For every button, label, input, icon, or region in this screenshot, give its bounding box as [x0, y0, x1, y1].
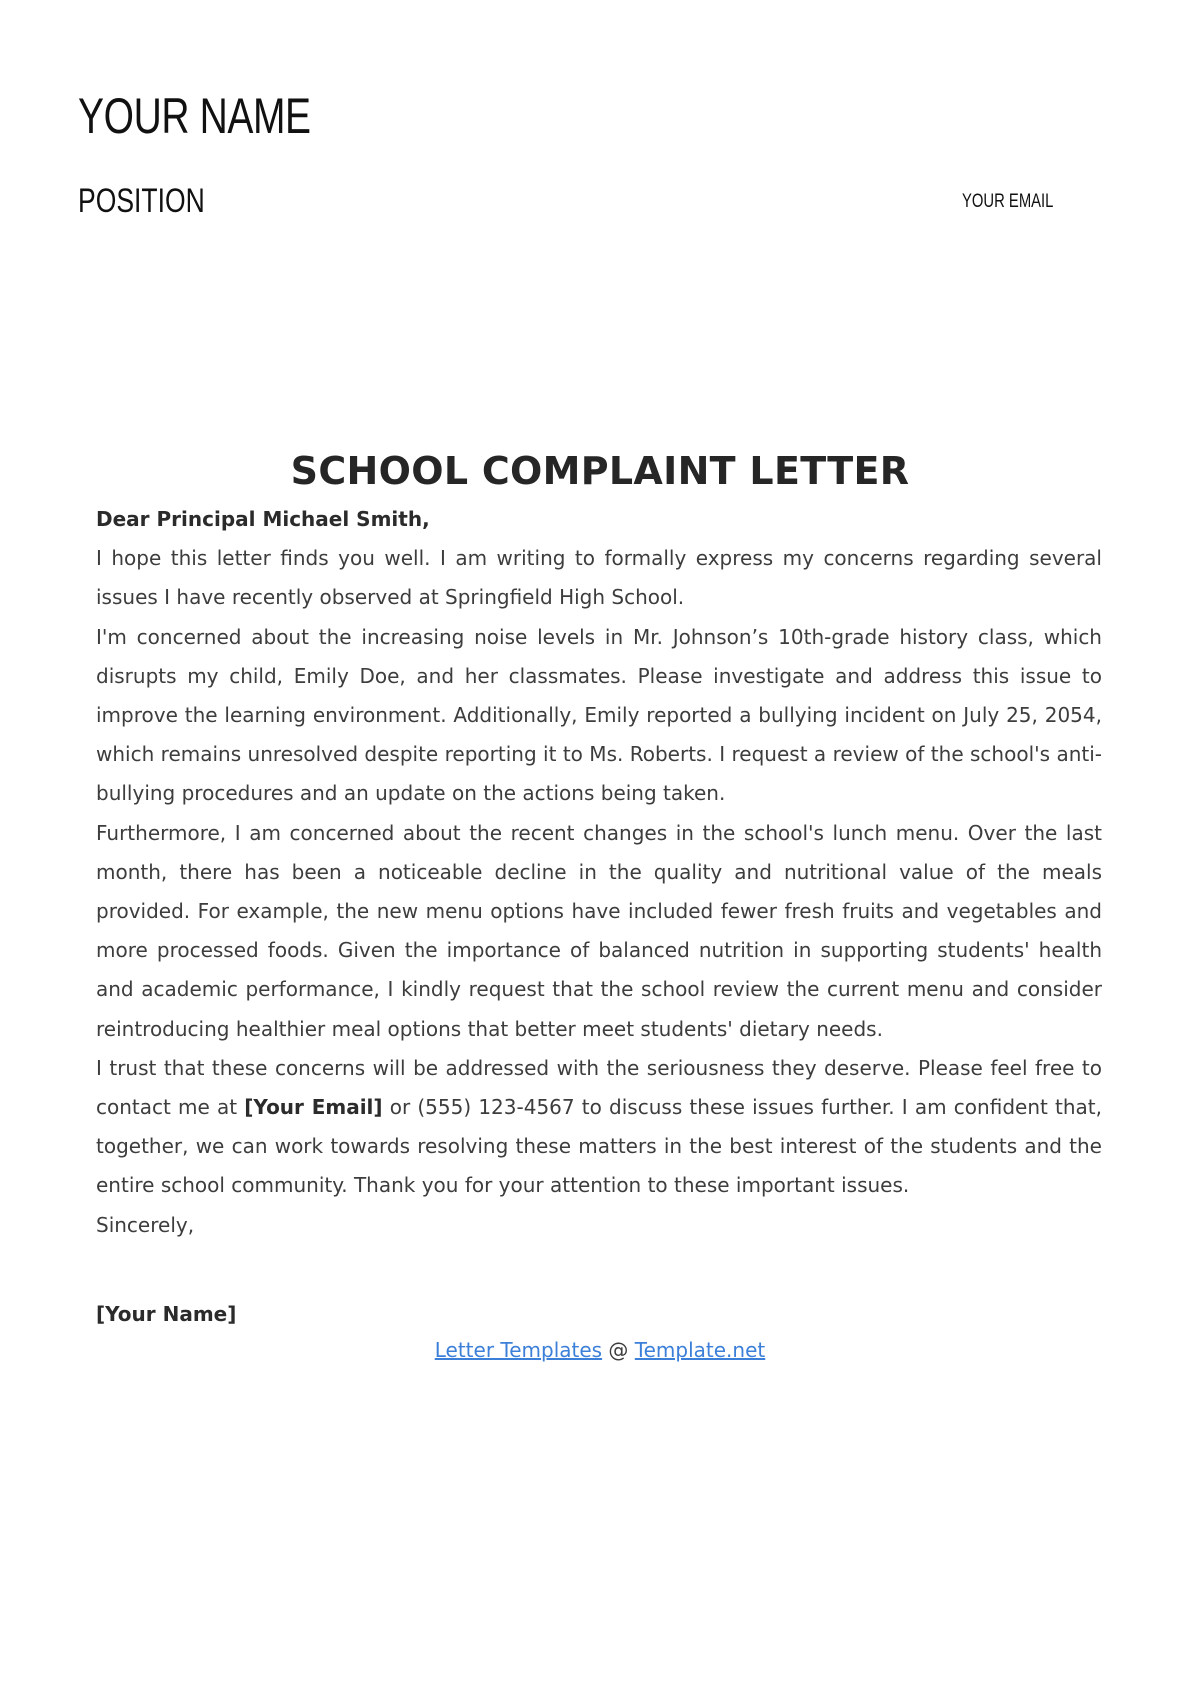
letter-paragraph-lunch-menu: Furthermore, I am concerned about the recent changes in the school's lunch menu. Over the last month, there has been a noticeable decline in the quality and nutritional value of the meals provided. For example, the new menu options have included fewer fresh fruits and vegetables and more processed foods. Given the importance of balanced nutrition in supporting students' health and academic performance, I kindly request that the school review the current menu and consider reintroducing healthier meal options that better meet students' dietary needs.	[96, 820, 1102, 1041]
letter-templates-link[interactable]: Letter Templates	[434, 1338, 603, 1362]
letter-paragraph-noise-bullying: I'm concerned about the increasing noise levels in Mr. Johnson’s 10th-grade history class, which disrupts my child, Emily Doe, and her classmates. Please investigate and address this issue to improve the learning environment. Additionally, Emily reported a bullying incident on July 25, 2054, which remains unresolved despite reporting it to Ms. Roberts. I request a review of the school's anti-bullying procedures and an update on the actions being taken.	[96, 624, 1102, 806]
footer-separator: @	[602, 1338, 635, 1362]
header-email: YOUR EMAIL	[962, 191, 1054, 212]
letter-signature: [Your Name]	[96, 1301, 237, 1326]
paragraph-text-before-email: I trust that these concerns will be addressed with the seriousness they deserve. Please feel free to contact me at	[96, 1055, 1102, 1120]
letter-closing: Sincerely,	[96, 1212, 195, 1237]
letter-paragraph-closing	[96, 1049, 1102, 1206]
letter-body	[96, 500, 1102, 1334]
document-title: SCHOOL COMPLAINT LETTER	[290, 449, 910, 493]
letter-salutation: Dear Principal Michael Smith,	[96, 507, 430, 531]
paragraph-text-after-email: or (555) 123-4567 to discuss these issues further. I am confident that, together, we can work towards resolving these matters in the best interest of the students and the entire school community. Thank you for your attention to these important issues.	[96, 1095, 1102, 1198]
header-name: YOUR NAME	[78, 88, 311, 144]
email-placeholder: [Your Email]	[244, 1095, 383, 1120]
letter-paragraph-intro: I hope this letter finds you well. I am writing to formally express my concerns regarding several issues I have recently observed at Springfield High School.	[96, 546, 1102, 610]
footer-attribution	[0, 1331, 1200, 1370]
template-net-link[interactable]: Template.net	[634, 1338, 766, 1362]
header-position: POSITION	[78, 182, 205, 220]
